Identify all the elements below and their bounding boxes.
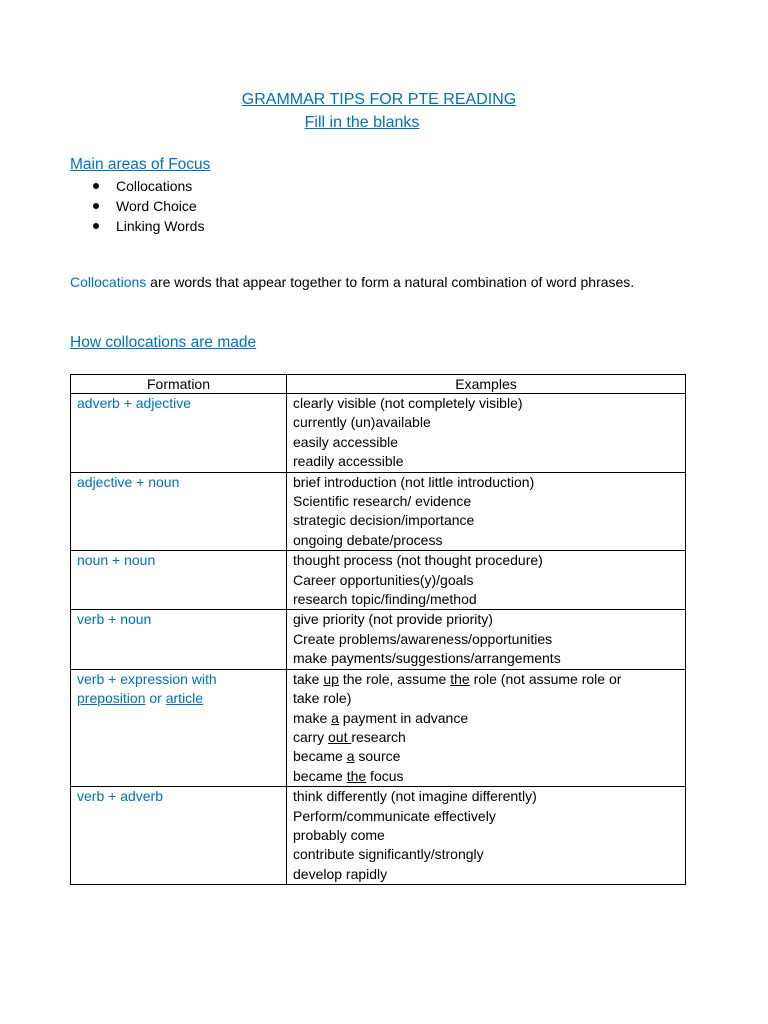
example-text: research — [351, 728, 406, 745]
definition-term: Collocations — [70, 274, 147, 290]
examples-cell — [287, 669, 686, 786]
example-line — [293, 767, 679, 786]
example-line: Create problems/awareness/opportunities — [293, 630, 553, 647]
example-line: brief introduction (not little introduction) — [293, 473, 535, 490]
list-item: Linking Words — [70, 216, 204, 236]
example-line — [293, 670, 679, 689]
example-particle: the — [346, 767, 367, 784]
examples-cell — [287, 394, 686, 473]
example-line — [293, 709, 679, 728]
example-particle: out — [328, 728, 352, 745]
formation-article: article — [165, 690, 204, 707]
example-text: became — [293, 767, 347, 784]
list-item: Collocations — [70, 176, 204, 196]
example-line: probably come — [293, 826, 385, 843]
example-text: focus — [366, 767, 404, 784]
example-line: ongoing debate/process — [293, 531, 443, 548]
example-line: readily accessible — [293, 453, 404, 470]
formation-line — [77, 689, 280, 708]
header-examples: Examples — [287, 375, 686, 394]
table-row — [71, 551, 686, 610]
table-row — [71, 394, 686, 473]
table-row — [71, 669, 686, 786]
example-line: give priority (not provide priority) — [293, 611, 493, 628]
examples-cell — [287, 787, 686, 885]
example-particle: a — [331, 709, 339, 726]
example-line — [293, 747, 679, 766]
collocation-table — [70, 374, 686, 885]
formation-cell: verb + noun — [71, 610, 287, 669]
formation-cell: verb + adverb — [71, 787, 287, 885]
focus-heading: Main areas of Focus — [70, 156, 211, 173]
example-text: payment in advance — [338, 709, 469, 726]
example-text: became — [293, 748, 347, 765]
examples-cell — [287, 610, 686, 669]
focus-list — [70, 176, 204, 236]
example-line: make payments/suggestions/arrangements — [293, 650, 561, 667]
table-row — [71, 472, 686, 551]
example-text: make — [293, 709, 332, 726]
example-line: Scientific research/ evidence — [293, 493, 472, 510]
example-line: develop rapidly — [293, 865, 388, 882]
how-heading: How collocations are made — [70, 334, 257, 351]
formation-preposition: preposition — [77, 690, 146, 707]
example-line: research topic/finding/method — [293, 591, 477, 608]
formation-cell: adverb + adjective — [71, 394, 287, 473]
table-row — [71, 610, 686, 669]
example-line: strategic decision/importance — [293, 512, 475, 529]
example-line: Career opportunities(y)/goals — [293, 571, 474, 588]
header-formation: Formation — [71, 375, 287, 394]
example-text: role (not assume role or — [469, 670, 622, 687]
example-particle: up — [323, 670, 339, 687]
formation-line: verb + expression with — [77, 670, 217, 687]
example-particle: the — [450, 670, 470, 687]
table-row — [71, 787, 686, 885]
example-text: take — [293, 670, 324, 687]
table-header-row — [71, 375, 686, 394]
example-line: contribute significantly/strongly — [293, 846, 484, 863]
formation-or: or — [145, 690, 166, 707]
example-line: thought process (not thought procedure) — [293, 552, 543, 569]
example-line — [293, 728, 679, 747]
example-line: clearly visible (not completely visible) — [293, 395, 523, 411]
example-line: think differently (not imagine differently) — [293, 788, 537, 805]
collocations-definition — [70, 273, 690, 293]
example-particle: a — [346, 748, 355, 765]
examples-cell — [287, 551, 686, 610]
formation-cell — [71, 669, 287, 786]
document-subtitle: Fill in the blanks — [304, 114, 420, 131]
example-text: source — [354, 748, 401, 765]
example-text: carry — [293, 728, 328, 745]
list-item: Word Choice — [70, 196, 204, 216]
formation-cell: noun + noun — [71, 551, 287, 610]
document-title: GRAMMAR TIPS FOR PTE READING — [241, 91, 517, 108]
example-line: easily accessible — [293, 433, 399, 450]
example-line: currently (un)available — [293, 414, 431, 431]
formation-cell: adjective + noun — [71, 472, 287, 551]
examples-cell — [287, 472, 686, 551]
example-line: Perform/communicate effectively — [293, 807, 496, 824]
example-line: take role) — [293, 690, 352, 707]
example-text: the role, assume — [338, 670, 451, 687]
definition-text: are words that appear together to form a natural combination of word phrases. — [146, 274, 635, 290]
